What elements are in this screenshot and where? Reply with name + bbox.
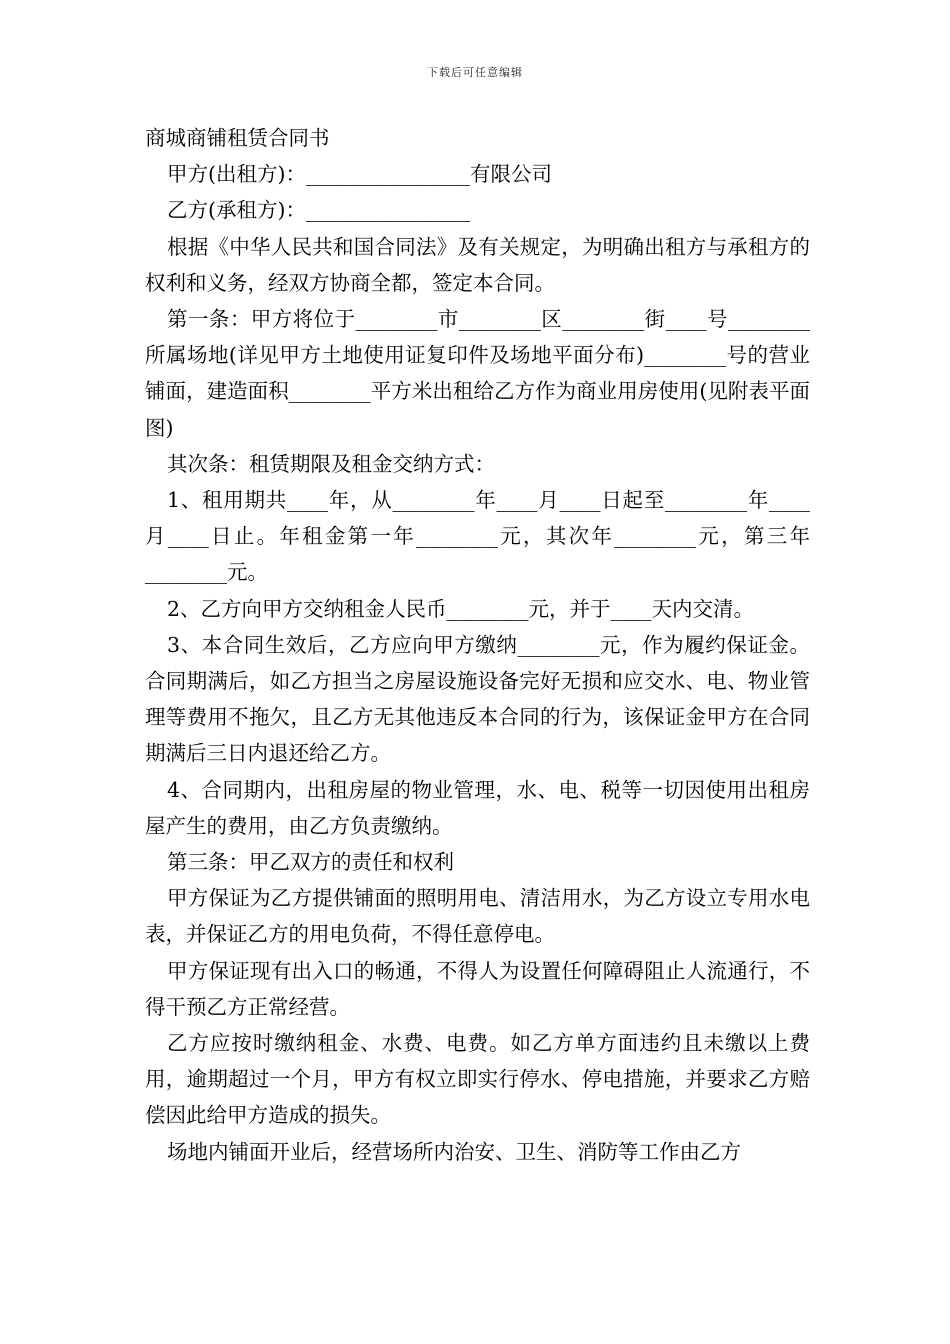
clause-paragraph: 场地内铺面开业后，经营场所内治安、卫生、消防等工作由乙方: [167, 1139, 741, 1164]
clause-paragraph: 甲方保证为乙方提供铺面的照明用电、清洁用水，为乙方设立专用水电表，并保证乙方的用电负荷，不得任意停电。: [145, 886, 810, 947]
clause-paragraph: 甲方保证现有出入口的畅通，不得人为设置任何障碍阻止人流通行，不得干预乙方正常经营。: [145, 958, 810, 1019]
clause-paragraph: 4、合同期内，出租房屋的物业管理，水、电、税等一切因使用出租房屋产生的费用，由乙方负责缴纳。: [145, 777, 810, 838]
clause-paragraph: 3、本合同生效后，乙方应向甲方缴纳________元，作为履约保证金。合同期满后，如乙方担当之房屋设施设备完好无损和应交水、电、物业管理等费用不拖欠，且乙方无其他违反本合同的行为，该保证金甲方在合同期满后三日内退还给乙方。: [145, 632, 810, 766]
preamble-paragraph: 根据《中华人民共和国合同法》及有关规定，为明确出租方与承租方的权利和义务，经双方协商全都，签定本合同。: [145, 234, 810, 295]
page-header-note: 下载后可任意编辑: [427, 66, 523, 79]
article-3-heading: 第三条：甲乙双方的责任和权利: [167, 850, 454, 875]
clause-paragraph: 2、乙方向甲方交纳租金人民币________元，并于____天内交清。: [167, 596, 755, 621]
contract-body: [145, 120, 810, 1170]
party-b-line: 乙方(承租方)：________________: [167, 198, 470, 223]
clause-paragraph: 1、租用期共____年，从________年____月____日起至________年____月____日止。年租金第一年________元，其次年________元，第三年________元。: [145, 488, 810, 585]
document-title: 商城商铺租赁合同书: [145, 126, 330, 150]
party-a-line: 甲方(出租方)：________________有限公司: [167, 162, 552, 187]
article-1-paragraph: 第一条：甲方将位于________市________区________街____号________所属场地(详见甲方土地使用证复印件及场地平面分布)________号的营业铺面，建造面积________平方米出租给乙方作为商业用房使用(见附表平面图): [145, 307, 810, 440]
clause-paragraph: 乙方应按时缴纳租金、水费、电费。如乙方单方面违约且未缴以上费用，逾期超过一个月，甲方有权立即实行停水、停电措施，并要求乙方赔偿因此给甲方造成的损失。: [145, 1031, 810, 1128]
article-2-heading: 其次条：租赁期限及租金交纳方式：: [167, 451, 495, 476]
